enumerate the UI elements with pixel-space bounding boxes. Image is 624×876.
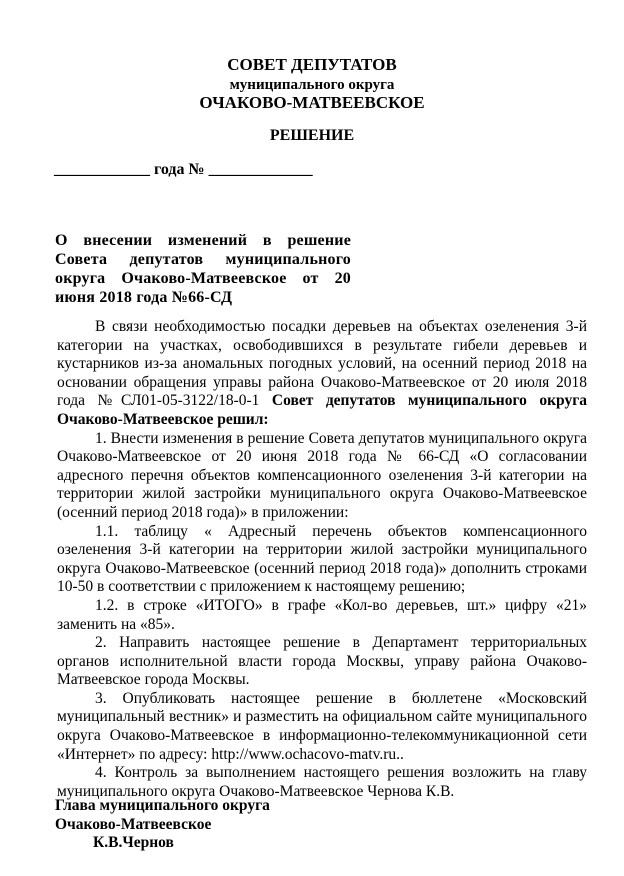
item-2: 2. Направить настоящее решение в Департамент территориальных органов исполнительной власти города Москвы, управу района Очаково-Матвеевское города Москвы. [57, 634, 587, 689]
date-number-line [54, 161, 313, 179]
signatory-name: К.В.Чернов [93, 834, 174, 851]
document-type: РЕШЕНИЕ [269, 127, 355, 144]
item-4: 4. Контроль за выполнением настоящего решения возложить на главу муниципального округа Очаково-Матвеевское Чернова К.В. [57, 764, 587, 800]
signatory-position-line2: Очаково-Матвеевское [55, 815, 212, 833]
item-1-1: 1.1. таблицу « Адресный перечень объектов компенсационного озеленения 3-й категории на территории жилой застройки муниципального округа Очаково-Матвеевское (осенний период 2018 года)» дополнить строками 10-50 в соответствии с приложением к настоящему решению; [57, 522, 587, 596]
decision-clause: Совет депутатов муниципального округа Очаково-Матвеевское решил: [57, 392, 588, 428]
item-1: 1. Внести изменения в решение Совета депутатов муниципального округа Очаково-Матвеевское от 20 июня 2018 года № 66-СД «О согласовании адресного перечня объектов компенсационного озеленения 3-й категории на территории жилой застройки муниципального округа Очаково-Матвеевское (осенний период 2018 года)» в приложении: [57, 429, 587, 521]
decision-body [57, 318, 587, 801]
date-blank: ____________ [54, 161, 150, 178]
preamble-paragraph [57, 318, 587, 430]
number-blank: _____________ [208, 161, 313, 178]
item-1-2: 1.2. в строке «ИТОГО» в графе «Кол-во деревьев, шт.» цифру «21» заменить на «85». [57, 596, 587, 633]
decision-subject: О внесении изменений в решение Совета депутатов муниципального округа Очаково-Матвеевское от 20 июня 2018 года №66-СД [55, 232, 351, 306]
signatory-position-line1: Глава муниципального округа [55, 797, 270, 814]
item-3: 3. Опубликовать настоящее решение в бюллетене «Московский муниципальный вестник» и разместить на официальном сайте муниципального округа Очаково-Матвеевское в информационно-телекоммуникационной сети «Интернет» по адресу: http://www.ochacovo-matv.ru.. [57, 689, 587, 763]
preamble-text: В связи необходимостью посадки деревьев на объектах озеленения 3-й категории на участках, освободившихся в результате гибели деревьев и кустарников из-за аномальных погодных условий, на осенний период 2018 на основании обращения управы района Очаково-Матвеевское от 20 июля 2018 года №СЛ01-05-3122/18-0-1 [57, 318, 587, 410]
year-number-label: года № [154, 161, 205, 178]
org-title: СОВЕТ ДЕПУТАТОВ [227, 55, 397, 74]
signature-block [55, 797, 270, 853]
org-subtitle: муниципального округа [229, 77, 395, 93]
org-name: ОЧАКОВО-МАТВЕЕВСКОЕ [199, 93, 425, 112]
